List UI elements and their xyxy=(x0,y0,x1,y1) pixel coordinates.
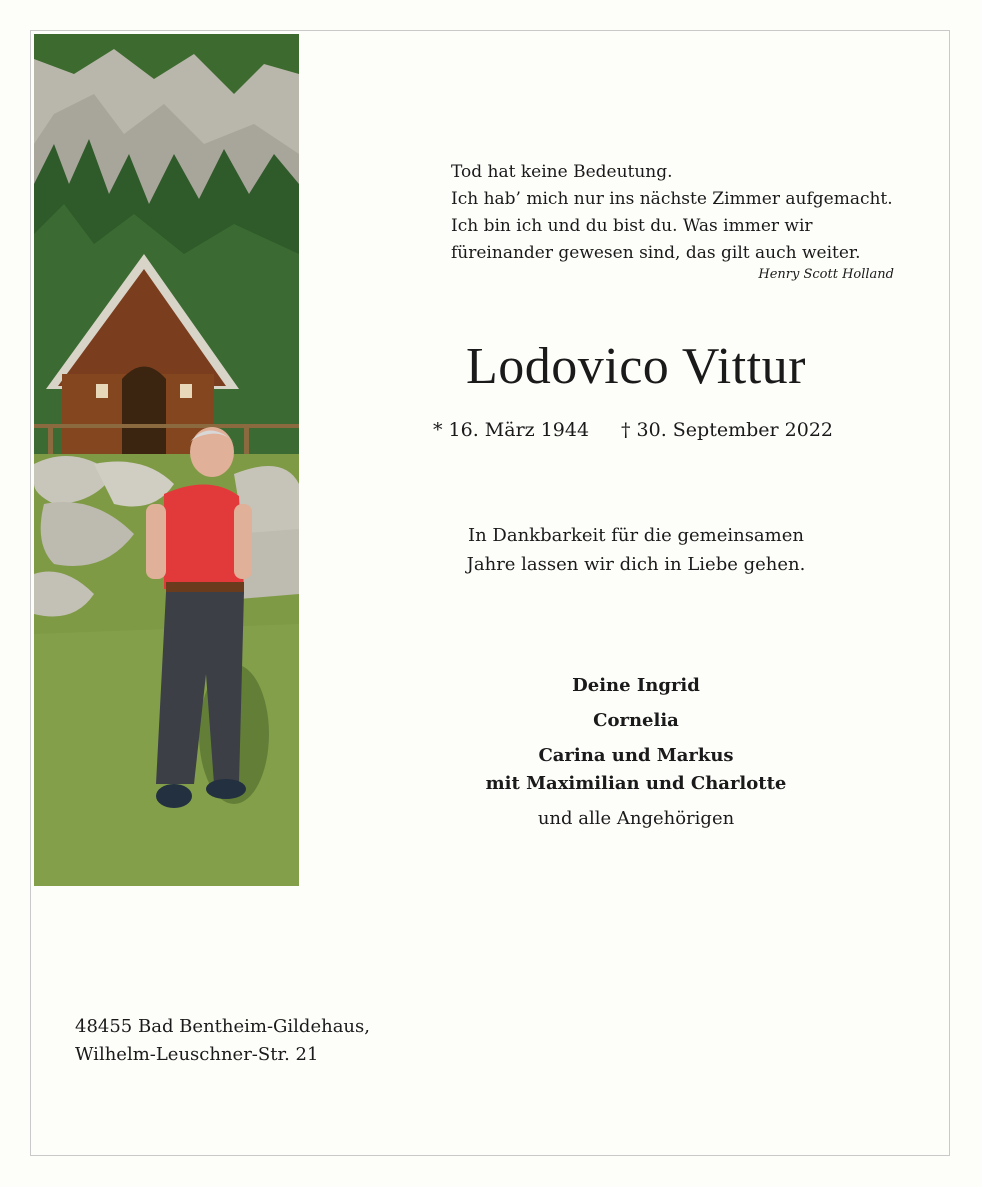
quote-author: Henry Scott Holland xyxy=(758,267,894,282)
family-line: Cornelia xyxy=(593,710,679,731)
quote-line: Tod hat keine Bedeutung. xyxy=(451,162,673,182)
address xyxy=(75,1013,370,1069)
quote-line: Ich bin ich und du bist du. Was immer wir xyxy=(451,216,813,236)
obituary-card xyxy=(30,30,950,1156)
thanks-line: In Dankbarkeit für die gemeinsamen xyxy=(468,525,804,546)
birth-date: * 16. März 1944 xyxy=(433,419,590,441)
family-signatures xyxy=(371,672,901,833)
family-line: Deine Ingrid xyxy=(572,675,700,696)
thanks-text xyxy=(371,521,901,579)
family-line: und alle Angehörigen xyxy=(537,808,735,829)
memorial-quote xyxy=(451,159,901,267)
address-line: Wilhelm-Leuschner-Str. 21 xyxy=(75,1044,319,1065)
quote-line: füreinander gewesen sind, das gilt auch weiter. xyxy=(451,243,861,263)
deceased-name: Lodovico Vittur xyxy=(466,338,806,395)
family-line: Carina und Markus xyxy=(538,745,734,766)
death-date: † 30. September 2022 xyxy=(621,419,833,441)
thanks-line: Jahre lassen wir dich in Liebe gehen. xyxy=(466,554,806,575)
portrait-photo xyxy=(34,34,299,886)
quote-line: Ich hab’ mich nur ins nächste Zimmer aufgemacht. xyxy=(451,189,893,209)
family-line: mit Maximilian und Charlotte xyxy=(485,773,787,794)
address-line: 48455 Bad Bentheim-Gildehaus, xyxy=(75,1016,370,1037)
